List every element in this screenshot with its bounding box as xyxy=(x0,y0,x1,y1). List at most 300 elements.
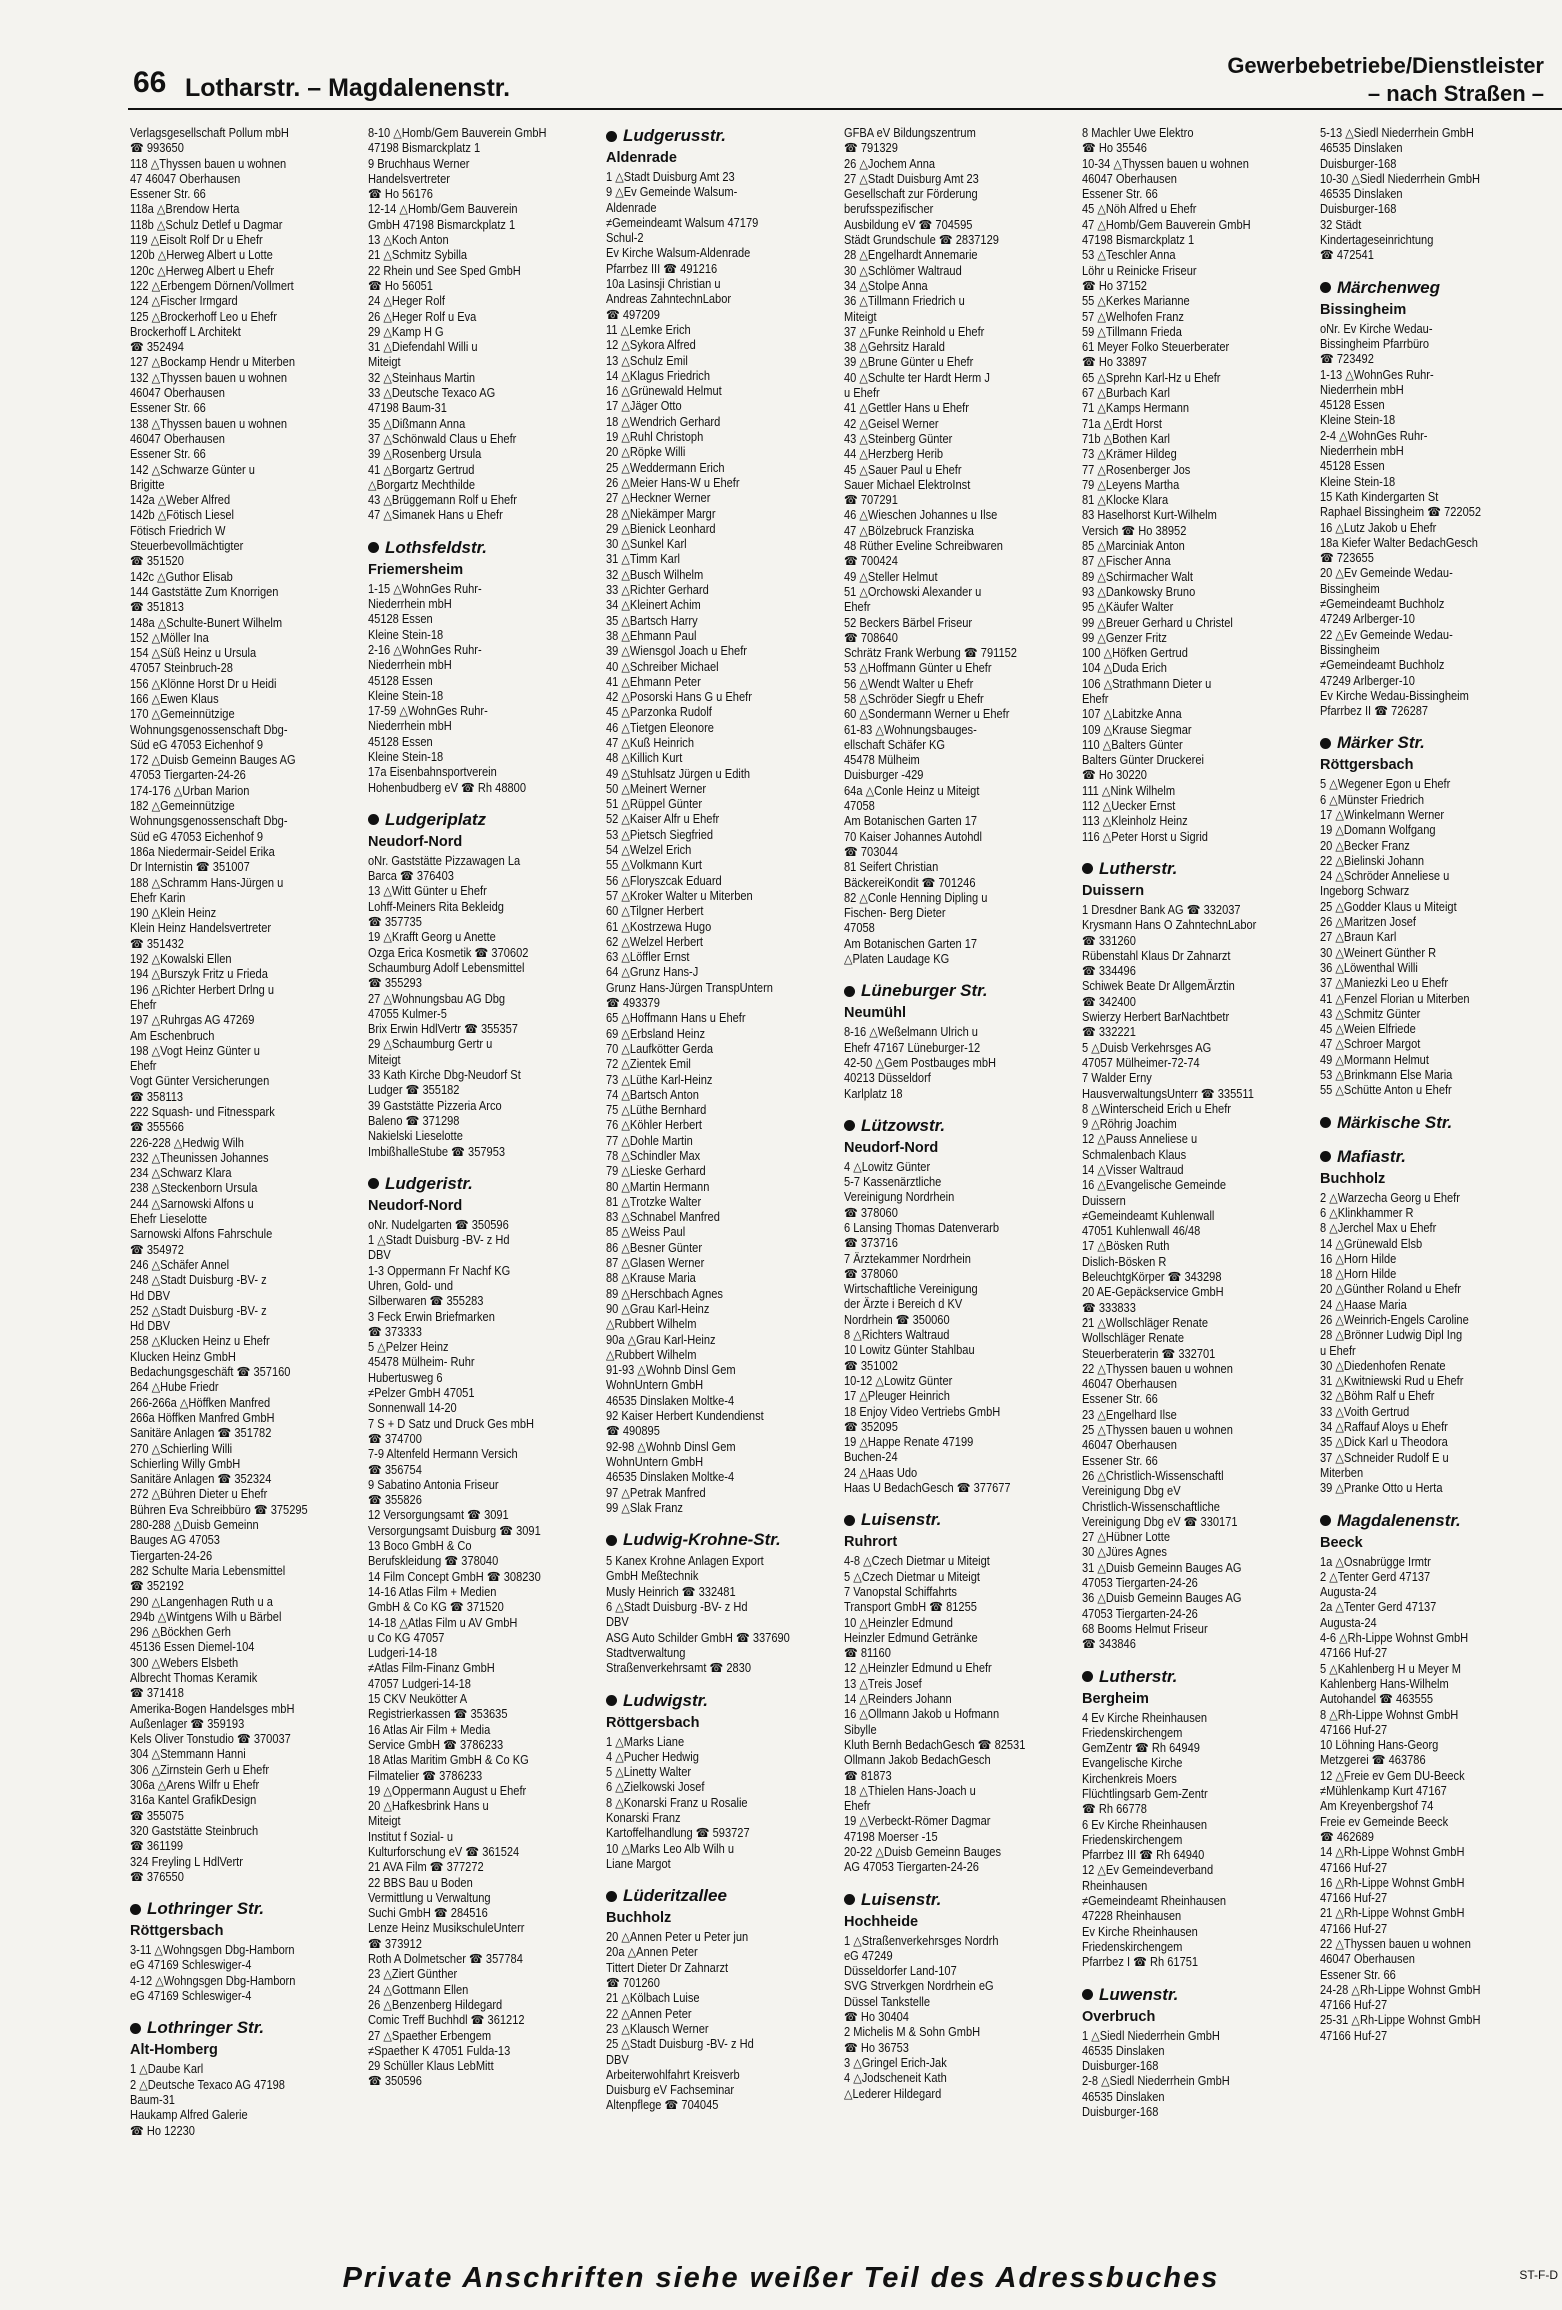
directory-entry: Konarski Franz xyxy=(606,1810,681,1825)
street-heading xyxy=(1082,859,1312,879)
directory-entry: Vermittlung u Verwaltung xyxy=(368,1890,491,1905)
directory-entry: 71b △Bothen Karl xyxy=(1082,431,1171,446)
directory-entry: 81 △Trotzke Walter xyxy=(606,1194,702,1209)
directory-entry: 6 △Münster Friedrich xyxy=(1320,792,1424,807)
directory-entry: Wohnungsgenossenschaft Dbg- xyxy=(130,814,288,829)
directory-entry: 92 Kaiser Herbert Kundendienst xyxy=(606,1409,764,1424)
district-heading: Hochheide xyxy=(844,1913,919,1930)
directory-entry: 20a △Annen Peter xyxy=(606,1945,698,1960)
directory-entry: 8 △Winterscheid Erich u Ehefr xyxy=(1082,1101,1231,1116)
directory-entry: 226-228 △Hedwig Wilh xyxy=(130,1135,244,1150)
directory-entry: Löhr u Reinicke Friseur xyxy=(1082,263,1197,278)
directory-entry: 14 △Visser Waltraud xyxy=(1082,1163,1184,1177)
street-heading xyxy=(1320,1113,1550,1133)
directory-entry: Kleine Stein-18 xyxy=(368,627,444,642)
directory-entry: 266a Höffken Manfred GmbH xyxy=(130,1410,275,1425)
directory-entry: 10 Lowitz Günter Stahlbau xyxy=(844,1343,975,1358)
directory-entry: 4 △Lowitz Günter xyxy=(844,1159,931,1174)
directory-entry: Friedenskirchengem xyxy=(1082,1832,1183,1847)
directory-entry: 197 △Ruhrgas AG 47269 xyxy=(130,1013,255,1028)
directory-entry: oNr. Gaststätte Pizzawagen La xyxy=(368,853,521,868)
directory-entry: Baleno ☎ 371298 xyxy=(368,1113,460,1128)
directory-entry: ☎ 334496 xyxy=(1082,964,1136,979)
directory-entry: 47198 Bismarckplatz 1 xyxy=(368,141,481,156)
street-name: Magdalenenstr. xyxy=(1337,1510,1461,1530)
directory-entry: 238 △Steckenborn Ursula xyxy=(130,1181,258,1196)
directory-entry: Arbeiterwohlfahrt Kreisverb xyxy=(606,2067,740,2082)
street-heading xyxy=(1082,1985,1312,2005)
street-name: Lützowstr. xyxy=(861,1115,946,1135)
directory-entry: 36 △Duisb Gemeinn Bauges AG xyxy=(1082,1591,1242,1606)
directory-entry: 6 Lansing Thomas Datenverarb xyxy=(844,1221,1000,1235)
directory-entry: 28 △Niekämper Margr xyxy=(606,506,716,521)
directory-entry: 75 △Lüthe Bernhard xyxy=(606,1103,707,1118)
directory-entry: 59 △Tillmann Frieda xyxy=(1082,324,1182,339)
directory-entry: 26 △Christlich-Wissenschaftl xyxy=(1082,1468,1224,1483)
district-heading: Neudorf-Nord xyxy=(368,833,463,850)
directory-entry: 17 △Bösken Ruth xyxy=(1082,1239,1170,1254)
street-heading xyxy=(368,1174,598,1194)
directory-entry: Wirtschaftliche Vereinigung xyxy=(844,1282,978,1297)
district-heading: Röttgersbach xyxy=(1320,757,1414,774)
directory-entry: 8 △Richters Waltraud xyxy=(844,1328,950,1343)
directory-entry: 244 △Sarnowski Alfons u xyxy=(130,1196,254,1211)
directory-entry: 4 Ev Kirche Rheinhausen xyxy=(1082,1710,1208,1725)
directory-entry: 142c △Guthor Elisab xyxy=(130,569,233,584)
directory-entry: ImbißhalleStube ☎ 357953 xyxy=(368,1144,506,1159)
directory-entry: 166 △Ewen Klaus xyxy=(130,691,219,706)
directory-entry: Institut f Sozial- u xyxy=(368,1829,454,1844)
directory-entry: 14 △Rh-Lippe Wohnst GmbH xyxy=(1320,1845,1465,1860)
directory-entry: Altenpflege ☎ 704045 xyxy=(606,2098,719,2113)
directory-entry: 47058 xyxy=(844,921,875,936)
district-heading: Bissingheim xyxy=(1320,301,1407,318)
directory-entry: Düssel Tankstelle xyxy=(844,1994,931,2009)
directory-entry: Sonnenwall 14-20 xyxy=(368,1401,457,1416)
directory-entry: 90a △Grau Karl-Heinz xyxy=(606,1332,716,1347)
street-heading xyxy=(606,126,836,146)
directory-entry: 1 △Marks Liane xyxy=(606,1734,685,1749)
directory-entry: Ollmann Jakob BedachGesch xyxy=(844,1753,991,1768)
directory-entry: 7 S + D Satz und Druck Ges mbH xyxy=(368,1416,535,1431)
directory-entry: ☎ 355826 xyxy=(368,1493,422,1508)
directory-entry: 18 Enjoy Video Vertriebs GmbH xyxy=(844,1404,1001,1419)
district-heading: Alt-Homberg xyxy=(130,2042,218,2059)
directory-entry: 19 △Oppermann August u Ehefr xyxy=(368,1783,527,1798)
directory-entry: 39 △Brune Günter u Ehefr xyxy=(844,355,974,370)
directory-entry: Friedenskirchengem xyxy=(1082,1939,1183,1954)
directory-entry: 27 △Spaether Erbengem xyxy=(368,2028,492,2043)
directory-entry: 47166 Huf-27 xyxy=(1320,1998,1388,2013)
directory-entry: 111 △Nink Wilhelm xyxy=(1082,783,1176,798)
directory-entry: Pfarrbez I ☎ Rh 61751 xyxy=(1082,1955,1199,1970)
directory-entry: DBV xyxy=(368,1248,391,1263)
directory-entry: 23 △Engelhard Ilse xyxy=(1082,1407,1177,1422)
directory-entry: 49 △Stuhlsatz Jürgen u Edith xyxy=(606,766,751,781)
directory-entry: ☎ 371418 xyxy=(130,1686,184,1701)
directory-entry: ☎ 332221 xyxy=(1082,1025,1136,1040)
street-name: Luwenstr. xyxy=(1099,1984,1179,2004)
street-name: Ludgeriplatz xyxy=(385,809,487,829)
directory-entry: 55 △Volkmann Kurt xyxy=(606,858,703,873)
directory-entry: 12 △Ev Gemeindeverband xyxy=(1082,1863,1214,1878)
directory-entry: 22 △Thyssen bauen u wohnen xyxy=(1082,1361,1233,1376)
directory-entry: 74 △Bartsch Anton xyxy=(606,1087,699,1102)
directory-entry: 264 △Hube Friedr xyxy=(130,1380,219,1395)
directory-entry: Sanitäre Anlagen ☎ 352324 xyxy=(130,1472,272,1487)
directory-entry: △Rubbert Wilhelm xyxy=(606,1347,697,1362)
directory-entry: 30 △Weinert Günther R xyxy=(1320,945,1437,960)
page-header xyxy=(0,0,1562,120)
directory-entry: 46535 Dinslaken xyxy=(1320,141,1403,156)
directory-entry: 8 Machler Uwe Elektro xyxy=(1082,126,1194,140)
directory-entry: berufsspezifischer xyxy=(844,202,934,217)
directory-entry: 304 △Stemmann Hanni xyxy=(130,1747,246,1762)
directory-entry: 14-18 △Atlas Film u AV GmbH xyxy=(368,1615,518,1630)
directory-entry: Tiergarten-24-26 xyxy=(130,1548,213,1563)
directory-column-4 xyxy=(844,126,1082,2246)
directory-entry: 80 △Martin Hermann xyxy=(606,1179,710,1194)
directory-entry: 1 Dresdner Bank AG ☎ 332037 xyxy=(1082,902,1241,917)
directory-entry: ≠Gemeindeamt Buchholz xyxy=(1320,597,1445,612)
directory-entry: 26 △Meier Hans-W u Ehefr xyxy=(606,475,740,490)
directory-entry: Miteigt xyxy=(368,355,401,370)
directory-entry: 19 △Krafft Georg u Anette xyxy=(368,930,496,945)
directory-entry: Am Botanischen Garten 17 xyxy=(844,936,978,951)
directory-entry: 20 △Röpke Willi xyxy=(606,445,686,460)
directory-entry: 88 △Krause Maria xyxy=(606,1271,696,1286)
directory-entry: 67 △Burbach Karl xyxy=(1082,386,1170,401)
directory-entry: 47 △Homb/Gem Bauverein GmbH xyxy=(1082,217,1251,232)
directory-entry: 33 △Voith Gertrud xyxy=(1320,1404,1410,1419)
directory-entry: 27 △Heckner Werner xyxy=(606,491,711,506)
directory-entry: Registrierkassen ☎ 353635 xyxy=(368,1707,508,1722)
directory-entry: ☎ Ho 12230 xyxy=(130,2123,195,2138)
directory-entry: 282 Schulte Maria Lebensmittel xyxy=(130,1563,286,1578)
directory-entry: 14 △Grünewald Elsb xyxy=(1320,1236,1423,1251)
directory-entry: 5 △Czech Dietmar u Miteigt xyxy=(844,1569,981,1584)
directory-entry: ☎ 993650 xyxy=(130,141,184,156)
directory-entry: 24 △Heger Rolf xyxy=(368,294,445,309)
directory-entry: 17 △Pleuger Heinrich xyxy=(844,1389,950,1404)
directory-entry: 7 Vanopstal Schiffahrts xyxy=(844,1584,957,1599)
bullet-icon xyxy=(1320,1515,1331,1526)
bullet-icon xyxy=(1320,1117,1331,1128)
street-name: Luisenstr. xyxy=(861,1510,942,1530)
directory-entry: Hd DBV xyxy=(130,1319,171,1334)
directory-entry: 49 △Steller Helmut xyxy=(844,569,938,584)
directory-entry: Düsseldorfer Land-107 xyxy=(844,1964,957,1979)
directory-entry: 81 Seifert Christian xyxy=(844,860,939,875)
street-name: Mafiastr. xyxy=(1337,1146,1406,1166)
directory-entry: 17 △Jäger Otto xyxy=(606,399,682,414)
directory-entry: Berufskleidung ☎ 378040 xyxy=(368,1554,499,1569)
directory-entry: Miteigt xyxy=(368,1814,401,1829)
directory-entry: Sibylle xyxy=(844,1722,877,1737)
directory-entry: 16 △Rh-Lippe Wohnst GmbH xyxy=(1320,1875,1465,1890)
directory-entry: Duisburger-168 xyxy=(1320,156,1397,171)
directory-entry: 37 △Funke Reinhold u Ehefr xyxy=(844,324,985,339)
directory-entry: 17-59 △WohnGes Ruhr- xyxy=(368,704,488,719)
directory-entry: 14 Film Concept GmbH ☎ 308230 xyxy=(368,1569,541,1584)
bullet-icon xyxy=(844,1120,855,1131)
directory-entry: 47055 Kulmer-5 xyxy=(368,1006,447,1021)
directory-entry: Brockerhoff L Architekt xyxy=(130,324,241,339)
directory-entry: ☎ 351813 xyxy=(130,600,184,615)
directory-entry: Vereinigung Nordrhein xyxy=(844,1190,955,1205)
street-heading xyxy=(606,1691,836,1711)
directory-entry: 27 △Braun Karl xyxy=(1320,930,1397,945)
directory-entry: 106 △Strathmann Dieter u xyxy=(1082,676,1212,691)
directory-entry: 7-9 Altenfeld Hermann Versich xyxy=(368,1447,518,1462)
directory-entry: 16 △Ollmann Jakob u Hofmann xyxy=(844,1707,1000,1722)
directory-entry: 5 Kanex Krohne Anlagen Export xyxy=(606,1554,764,1569)
directory-entry: 280-288 △Duisb Gemeinn xyxy=(130,1518,259,1533)
directory-entry: 47166 Huf-27 xyxy=(1320,2028,1388,2043)
directory-entry: 14 △Klagus Friedrich xyxy=(606,368,711,383)
directory-entry: 19 △Domann Wolfgang xyxy=(1320,823,1436,838)
directory-entry: 198 △Vogt Heinz Günter u xyxy=(130,1043,260,1058)
directory-entry: Evangelische Kirche xyxy=(1082,1756,1183,1771)
directory-entry: 39 △Rosenberg Ursula xyxy=(368,447,482,462)
directory-entry: 3-11 △Wohngsgen Dbg-Hamborn xyxy=(130,1943,295,1958)
directory-entry: Aldenrade xyxy=(606,200,657,215)
directory-entry: Essener Str. 66 xyxy=(1082,1392,1158,1407)
directory-entry: 6 △Zielkowski Josef xyxy=(606,1780,705,1795)
directory-entry: ☎ Ho 56051 xyxy=(368,278,433,293)
directory-entry: 50 △Meinert Werner xyxy=(606,781,707,796)
directory-entry: 73 △Lüthe Karl-Heinz xyxy=(606,1072,713,1087)
directory-entry: 294b △Wintgens Wilh u Bärbel xyxy=(130,1609,282,1624)
directory-entry: Lenze Heinz MusikschuleUnterr xyxy=(368,1921,525,1936)
directory-entry: 13 △Treis Josef xyxy=(844,1676,922,1691)
directory-entry: 110 △Balters Günter xyxy=(1082,737,1183,752)
directory-entry: 47057 Ludgeri-14-18 xyxy=(368,1676,471,1691)
directory-entry: 46047 Oberhausen xyxy=(130,431,225,446)
directory-entry: ☎ 723655 xyxy=(1320,551,1374,566)
directory-entry: Niederrhein mbH xyxy=(368,658,452,673)
directory-entry: 46047 Oberhausen xyxy=(1082,171,1177,186)
directory-entry: 45 △Weien Elfriede xyxy=(1320,1022,1416,1037)
directory-entry: Duisburger-168 xyxy=(1320,202,1397,217)
directory-entry: ≠Gemeindeamt Walsum 47179 xyxy=(606,215,759,230)
directory-entry: 43 △Schmitz Günter xyxy=(1320,1006,1421,1021)
directory-entry: 109 △Krause Siegmar xyxy=(1082,722,1192,737)
directory-entry: 320 Gaststätte Steinbruch xyxy=(130,1823,259,1838)
directory-entry: 5 △Duisb Verkehrsges AG xyxy=(1082,1040,1212,1055)
directory-entry: 2 △Warzecha Georg u Ehefr xyxy=(1320,1190,1460,1205)
directory-entry: 18 △Horn Hilde xyxy=(1320,1267,1397,1282)
directory-entry: Krysmann Hans O ZahntechnLabor xyxy=(1082,918,1257,933)
directory-entry: Niederrhein mbH xyxy=(1320,444,1404,459)
directory-entry: Essener Str. 66 xyxy=(130,447,206,462)
directory-entry: 222 Squash- und Fitnesspark xyxy=(130,1105,275,1119)
directory-entry: 97 △Petrak Manfred xyxy=(606,1485,706,1500)
directory-entry: 2 △Tenter Gerd 47137 xyxy=(1320,1569,1431,1584)
directory-entry: 24 △Gottmann Ellen xyxy=(368,1982,469,1997)
directory-entry: 82 △Conle Henning Dipling u xyxy=(844,890,988,905)
directory-entry: Versich ☎ Ho 38952 xyxy=(1082,523,1187,538)
directory-entry: 26 △Maritzen Josef xyxy=(1320,915,1417,930)
directory-entry: Pfarrbez III ☎ Rh 64940 xyxy=(1082,1848,1205,1863)
directory-entry: Ingeborg Schwarz xyxy=(1320,884,1410,899)
directory-entry: Klein Heinz Handelsvertreter xyxy=(130,921,272,936)
directory-entry: 29 Schüller Klaus LebMitt xyxy=(368,2059,494,2074)
directory-entry: oNr. Ev Kirche Wedau- xyxy=(1320,321,1433,336)
directory-entry: 90 △Grau Karl-Heinz xyxy=(606,1301,710,1316)
directory-entry: Silberwaren ☎ 355283 xyxy=(368,1294,484,1309)
street-heading xyxy=(1320,1147,1550,1167)
directory-entry: Schul-2 xyxy=(606,231,644,246)
directory-entry: 13 △Schulz Emil xyxy=(606,353,688,368)
directory-entry: 5 △Wegener Egon u Ehefr xyxy=(1320,777,1451,792)
directory-entry: 37 △Schönwald Claus u Ehefr xyxy=(368,431,517,446)
directory-entry: 1 △Stadt Duisburg -BV- z Hd xyxy=(368,1233,510,1248)
directory-entry: Fischen- Berg Dieter xyxy=(844,906,946,921)
directory-entry: 53 △Pietsch Siegfried xyxy=(606,827,714,842)
directory-entry: Bissingheim xyxy=(1320,581,1380,596)
directory-entry: 1 △Stadt Duisburg Amt 23 xyxy=(606,170,735,184)
directory-entry: Kahlenberg Hans-Wilhelm xyxy=(1320,1676,1449,1691)
directory-entry: Ozga Erica Kosmetik ☎ 370602 xyxy=(368,945,529,960)
district-heading: Friemersheim xyxy=(368,561,464,578)
directory-entry: 47198 Bismarckplatz 1 xyxy=(1082,233,1195,248)
directory-entry: 19 △Verbeckt-Römer Dagmar xyxy=(844,1814,991,1829)
directory-entry: ☎ 355075 xyxy=(130,1808,184,1823)
directory-entry: 18 △Wendrich Gerhard xyxy=(606,414,721,429)
directory-entry: 45 △Parzonka Rudolf xyxy=(606,705,712,720)
directory-entry: 47051 Kuhlenwall 46/48 xyxy=(1082,1224,1201,1239)
street-heading xyxy=(1082,1667,1312,1687)
directory-entry: 46047 Oberhausen xyxy=(1082,1438,1177,1453)
directory-entry: 188 △Schramm Hans-Jürgen u xyxy=(130,875,284,890)
district-heading: Neudorf-Nord xyxy=(368,1197,463,1214)
directory-entry: 34 △Raffauf Aloys u Ehefr xyxy=(1320,1420,1448,1435)
directory-entry: Städt Grundschule ☎ 2837129 xyxy=(844,233,999,248)
directory-entry: Vereinigung Dbg eV xyxy=(1082,1484,1181,1499)
directory-entry: ☎ 356754 xyxy=(368,1462,422,1477)
directory-entry: 12 △Heinzler Edmund u Ehefr xyxy=(844,1661,992,1676)
directory-entry: Süd eG 47053 Eichenhof 9 xyxy=(130,829,264,844)
directory-entry: 42 △Posorski Hans G u Ehefr xyxy=(606,690,752,705)
directory-entry: u Ehefr xyxy=(844,386,880,401)
directory-entry: Miterben xyxy=(1320,1465,1364,1480)
directory-entry: Flüchtlingsarb Gem-Zentr xyxy=(1082,1786,1208,1801)
directory-entry: 30 △Schlömer Waltraud xyxy=(844,263,962,278)
directory-entry: ☎ 351432 xyxy=(130,936,184,951)
directory-entry: 10-12 △Lowitz Günter xyxy=(844,1373,953,1388)
directory-entry: Miteigt xyxy=(368,1052,401,1067)
directory-entry: 34 △Kleinert Achim xyxy=(606,598,701,613)
directory-entry: 46047 Oberhausen xyxy=(130,386,225,401)
district-heading: Duissern xyxy=(1082,882,1145,899)
directory-entry: 46 △Wieschen Johannes u Ilse xyxy=(844,508,998,523)
directory-entry: 29 △Bienick Leonhard xyxy=(606,521,716,536)
directory-entry: 142b △Fötisch Liesel xyxy=(130,508,235,523)
directory-entry: ☎ 723492 xyxy=(1320,352,1374,367)
directory-entry: 144 Gaststätte Zum Knorrigen xyxy=(130,584,279,599)
directory-entry: 142 △Schwarze Günter u xyxy=(130,462,255,477)
directory-entry: 18a Kiefer Walter BedachGesch xyxy=(1320,535,1478,550)
directory-entry: △Platen Laudage KG xyxy=(844,952,950,967)
street-name: Lothringer Str. xyxy=(147,1899,265,1919)
directory-entry: 1 △Straßenverkehrsges Nordrh xyxy=(844,1933,999,1948)
directory-column-5 xyxy=(1082,126,1320,2246)
directory-entry: 104 △Duda Erich xyxy=(1082,661,1167,676)
directory-entry: 20 △Ev Gemeinde Wedau- xyxy=(1320,566,1453,581)
street-heading xyxy=(130,2018,360,2038)
directory-entry: 16 △Lutz Jakob u Ehefr xyxy=(1320,520,1437,535)
directory-entry: 1-15 △WohnGes Ruhr- xyxy=(368,581,482,596)
directory-entry: 47198 Baum-31 xyxy=(368,401,447,416)
directory-entry: 22 △Ev Gemeinde Wedau- xyxy=(1320,627,1453,642)
directory-entry: Autohandel ☎ 463555 xyxy=(1320,1692,1434,1707)
directory-entry: 11 △Lemke Erich xyxy=(606,322,691,337)
directory-entry: 47 46047 Oberhausen xyxy=(130,171,241,186)
directory-entry: 47249 Arlberger-10 xyxy=(1320,612,1415,627)
directory-entry: 16 Atlas Air Film + Media xyxy=(368,1722,491,1737)
directory-entry: 13 △Koch Anton xyxy=(368,233,449,248)
directory-entry: 45136 Essen Diemel-104 xyxy=(130,1640,255,1655)
directory-entry: 8-16 △Weßelmann Ulrich u xyxy=(844,1025,978,1040)
directory-entry: 30 △Jüres Agnes xyxy=(1082,1545,1167,1560)
directory-entry: 15 Kath Kindergarten St xyxy=(1320,489,1439,504)
directory-entry: Haukamp Alfred Galerie xyxy=(130,2108,248,2123)
directory-entry: SVG Strverkgen Nordrhein eG xyxy=(844,1979,994,1994)
directory-entry: Schmalenbach Klaus xyxy=(1082,1147,1187,1162)
directory-entry: Transport GmbH ☎ 81255 xyxy=(844,1600,977,1615)
street-name: Lutherstr. xyxy=(1099,858,1178,878)
directory-entry: 174-176 △Urban Marion xyxy=(130,783,250,798)
directory-entry: ☎ 343846 xyxy=(1082,1637,1136,1652)
directory-entry: 41 △Ehmann Peter xyxy=(606,674,701,689)
directory-entry: 71 △Kamps Hermann xyxy=(1082,401,1190,416)
directory-entry: 118a △Brendow Herta xyxy=(130,202,240,217)
directory-entry: HausverwaltungsUnterr ☎ 335511 xyxy=(1082,1086,1254,1101)
directory-entry: 32 △Steinhaus Martin xyxy=(368,370,476,385)
directory-entry: 71a △Erdt Horst xyxy=(1082,416,1162,431)
directory-entry: Comic Treff Buchhdl ☎ 361212 xyxy=(368,2013,525,2028)
directory-entry: ☎ 331260 xyxy=(1082,933,1136,948)
directory-entry: 107 △Labitzke Anna xyxy=(1082,707,1182,722)
directory-entry: ☎ 497209 xyxy=(606,307,660,322)
directory-entry: 24-28 △Rh-Lippe Wohnst GmbH xyxy=(1320,1982,1481,1997)
directory-entry: 190 △Klein Heinz xyxy=(130,906,217,921)
street-heading xyxy=(1320,278,1550,298)
directory-entry: 55 △Kerkes Marianne xyxy=(1082,294,1190,309)
directory-entry: 68 Booms Helmut Friseur xyxy=(1082,1621,1208,1636)
directory-entry: GmbH Meßtechnik xyxy=(606,1569,699,1584)
directory-entry: 33 △Richter Gerhard xyxy=(606,583,709,598)
directory-entry: Ev Kirche Walsum-Aldenrade xyxy=(606,246,751,261)
district-heading: Beeck xyxy=(1320,1534,1363,1551)
directory-entry: 42 △Geisel Werner xyxy=(844,416,939,431)
directory-entry: 45128 Essen xyxy=(368,612,433,627)
bullet-icon xyxy=(1320,1151,1331,1162)
directory-entry: 41 △Fenzel Florian u Miterben xyxy=(1320,991,1470,1006)
directory-entry: Suchi GmbH ☎ 284516 xyxy=(368,1906,488,1921)
directory-entry: 20 △Becker Franz xyxy=(1320,838,1410,853)
directory-entry: 47 △Bölzebruck Franziska xyxy=(844,523,974,538)
bullet-icon xyxy=(1082,1989,1093,2000)
directory-entry: 7 Walder Erny xyxy=(1082,1071,1152,1086)
directory-entry: 47057 Steinbruch-28 xyxy=(130,661,233,676)
directory-entry: 48 △Killich Kurt xyxy=(606,751,683,766)
directory-entry: Essener Str. 66 xyxy=(1320,1967,1396,1982)
directory-entry: 10-34 △Thyssen bauen u wohnen xyxy=(1082,156,1249,171)
directory-entry: 2 △Deutsche Texaco AG 47198 xyxy=(130,2077,285,2092)
directory-entry: 45478 Mülheim- Ruhr xyxy=(368,1355,475,1370)
